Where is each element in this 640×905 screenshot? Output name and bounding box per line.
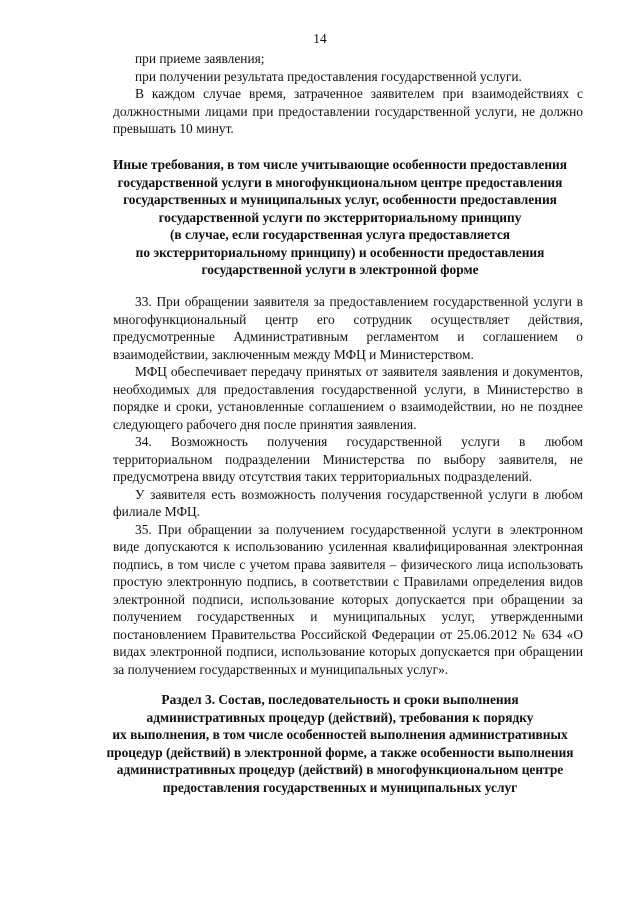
heading2-line: их выполнения, в том числе особенностей выполнения административных — [112, 727, 568, 742]
intro-line-1: при приеме заявления; — [135, 51, 265, 66]
paragraph-35: 35. При обращении за получением государственной услуги в электронном виде допускаются к использованию усиленная квалифицированная электронная подпись, в том числе с учетом права заявителя – физического лица использовать простую электронную подпись, в соответствии с Правилами определения видов электронной подписи, использование которых допускается при обращении за получением государственных и муниципальных услуг, утвержденными постановлением Правительства Российской Федерации от 25.06.2012 № 634 «О видах электронной подписи, использование которых допускается при обращении за получением государственных и муниципальных услуг». — [113, 521, 583, 677]
heading1-line: государственной услуги в электронной форме — [201, 262, 479, 277]
heading1-line: государственных и муниципальных услуг, особенности предоставления — [123, 192, 557, 207]
page-number: 14 — [313, 31, 327, 46]
main-text-block — [113, 293, 583, 678]
heading1-line: по экстерриториальному принципу) и особенности предоставления — [135, 244, 545, 260]
heading2-line: процедур (действий) в электронной форме, а также особенности выполнения — [106, 744, 574, 760]
heading2-line: Раздел 3. Состав, последовательность и сроки выполнения — [161, 692, 519, 707]
heading2-line: административных процедур (действий), требования к порядку — [146, 709, 534, 725]
intro-paragraph: В каждом случае время, затраченное заявителем при взаимодействиях с должностными лицами при предоставлении государственной услуги, не должно превышать 10 минут. — [113, 86, 583, 136]
paragraph-mfc-transfer: МФЦ обеспечивает передачу принятых от заявителя заявления и документов, необходимых для предоставления государственной услуги, в Министерство в порядке и сроки, установленные соглашением о взаимодействии, но не позднее следующего рабочего дня после принятия заявления. — [113, 364, 583, 432]
section-heading-other-requirements — [90, 156, 590, 279]
heading1-line: (в случае, если государственная услуга предоставляется — [169, 227, 511, 242]
heading1-line: государственной услуги в многофункциональном центре предоставления — [117, 174, 563, 190]
heading2-line: предоставления государственных и муниципальных услуг — [162, 779, 518, 795]
intro-line-2: при получении результата предоставления государственной услуги. — [135, 68, 522, 84]
heading2-line: административных процедур (действий) в многофункциональном центре — [116, 762, 564, 777]
paragraph-33: 33. При обращении заявителя за предоставлением государственной услуги в многофункциональный центр его сотрудник осуществляет действия, предусмотренные Административным регламентом и соглашением о взаимодействии, заключенным между МФЦ и Министерством. — [113, 294, 583, 362]
paragraph-mfc-branch: У заявителя есть возможность получения государственной услуги в любом филиале МФЦ. — [113, 486, 583, 519]
heading1-line: государственной услуги по экстерриториальному принципу — [158, 209, 522, 225]
section-heading-part-3 — [90, 691, 590, 796]
paragraph-34: 34. Возможность получения государственной услуги в любом территориальном подразделении Министерства по выбору заявителя, не предусмотрена ввиду отсутствия таких территориальных подразделений. — [113, 434, 583, 484]
intro-block — [113, 50, 583, 138]
heading1-line: Иные требования, в том числе учитывающие особенности предоставления — [112, 157, 568, 172]
